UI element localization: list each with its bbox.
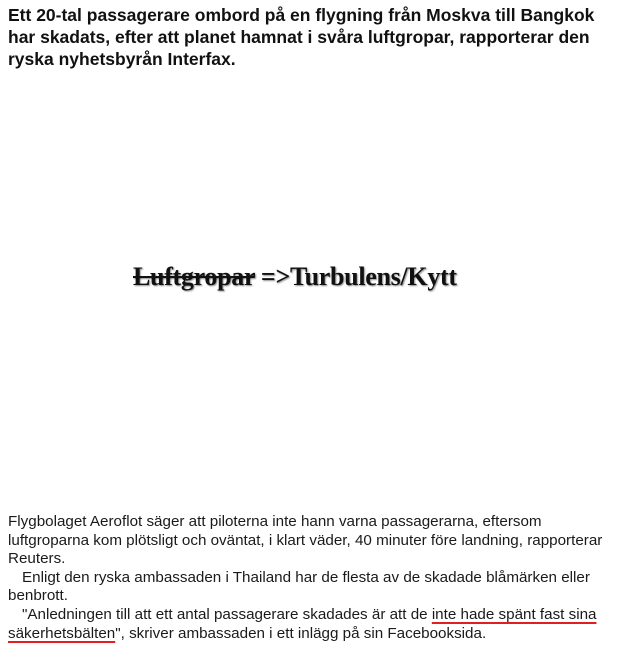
article-lede: Ett 20-tal passagerare ombord på en flygning från Moskva till Bangkok har skadats, efter att planet hamnat i svåra luftgropar, rapporterar den ryska nyhetsbyrån Interfax. xyxy=(8,5,595,69)
article-body xyxy=(8,513,620,643)
correction-arrow: => xyxy=(254,262,290,291)
paragraph-2 xyxy=(8,569,620,606)
paragraph-3 xyxy=(8,606,620,643)
paragraph-1: Flygbolaget Aeroflot säger att piloterna inte hann varna passagerarna, eftersom luftgroparna kom plötsligt och oväntat, i klart väder, 40 minuter före landning, rapporterar Reuters. xyxy=(8,513,603,568)
paragraph-2-text: Enligt den ryska ambassaden i Thailand har de flesta av de skadade blåmärken eller benbrott. xyxy=(8,568,590,605)
quote-end: ", skriver ambassaden i ett inlägg på sin Facebooksida. xyxy=(115,624,487,642)
quote-start: "Anledningen till att ett antal passagerare skadades är att de xyxy=(22,605,432,623)
correction-replacement: Turbulens/Kytt xyxy=(289,262,457,291)
handwritten-correction xyxy=(133,262,457,292)
underlined-quote: inte hade spänt fast sina säkerhetsbälten xyxy=(8,605,597,642)
struck-word: Luftgropar xyxy=(133,262,255,291)
